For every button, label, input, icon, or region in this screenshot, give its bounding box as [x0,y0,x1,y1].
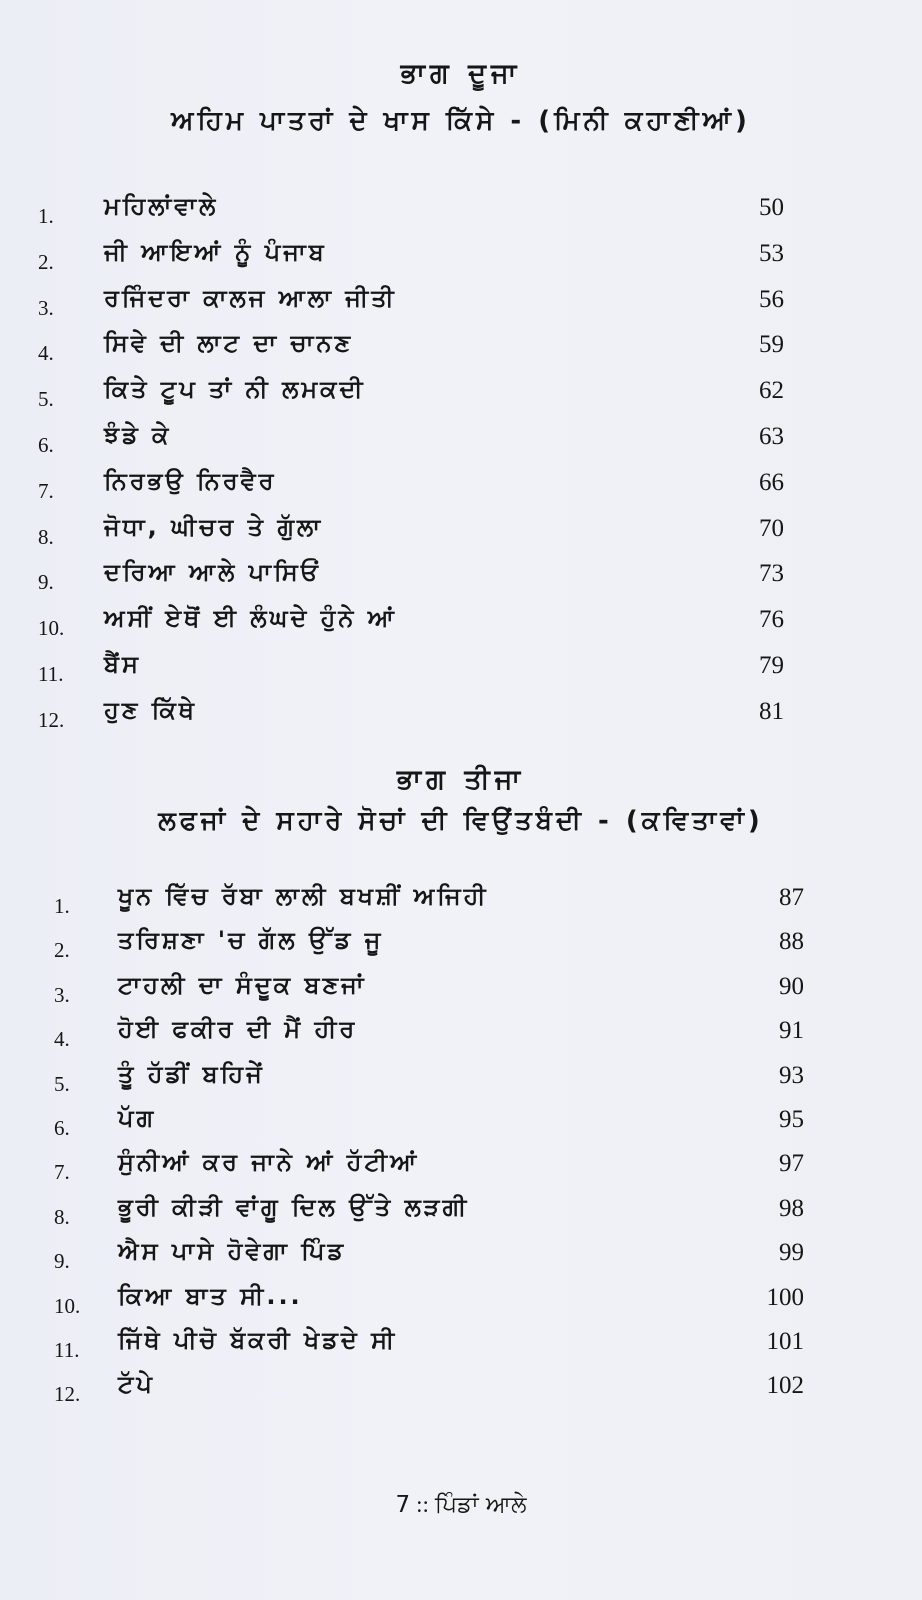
entry-title: ਮਹਿਲਾਂਵਾਲੇ [104,192,219,220]
entry-number: 2. [54,938,70,963]
entry-page-number: 50 [759,194,784,221]
entry-page-number: 102 [766,1372,804,1400]
entry-title: ਕਿਆ ਬਾਤ ਸੀ... [118,1281,303,1310]
entry-number: 12. [54,1382,81,1407]
toc-entry [0,1060,922,1100]
toc-entry [0,238,922,278]
entry-page-number: 88 [779,928,804,956]
entry-title: ਤਰਿਸ਼ਣਾ 'ਚ ਗੱਲ ਉੱਡ ਜੂ [118,926,384,955]
entry-title: ਟੱਪੇ [118,1370,155,1399]
entry-title: ਭੂਰੀ ਕੀੜੀ ਵਾਂਗੂ ਦਿਲ ਉੱਤੇ ਲੜਗੀ [118,1192,470,1221]
entry-page-number: 93 [779,1061,804,1089]
entry-title: ਸੁੰਨੀਆਂ ਕਰ ਜਾਨੇ ਆਂ ਹੱਟੀਆਂ [118,1148,420,1177]
toc-entry [0,971,922,1011]
entry-page-number: 81 [759,697,784,725]
entry-number: 5. [38,387,54,412]
toc-entry [0,926,922,966]
toc-entry [0,329,922,369]
toc-entry [0,284,922,324]
footer-book-title: ਪਿੰਡਾਂ ਆਲੇ [434,1492,527,1518]
entry-number: 1. [54,894,70,918]
toc-entry [0,650,922,690]
toc-entry [0,604,922,644]
entry-title: ਬੈਂਸ [104,650,141,678]
entry-title: ਨਿਰਭਉ ਨਿਰਵੈਰ [104,466,277,495]
entry-page-number: 99 [779,1239,804,1267]
entry-title: ਅਸੀਂ ਏਥੋਂ ਈ ਲੰਘਦੇ ਹੁੰਨੇ ਆਂ [104,604,397,633]
entry-title: ਦਰਿਆ ਆਲੇ ਪਾਸਿਓਂ [104,558,321,587]
entry-title: ਟਾਹਲੀ ਦਾ ਸੰਦੂਕ ਬਣਜਾਂ [118,970,367,999]
entry-number: 8. [54,1204,70,1229]
entry-number: 1. [38,204,54,228]
toc-entry [0,513,922,553]
entry-number: 7. [54,1160,70,1185]
part-three-subtitle: ਲਫਜਾਂ ਦੇ ਸਹਾਰੇ ਸੋਚਾਂ ਦੀ ਵਿਉਂਤਬੰਦੀ - (ਕਵਿਤਾਵਾਂ) [158,806,764,836]
entry-number: 4. [38,341,54,366]
entry-title: ਜੋਧਾ, ਘੀਚਰ ਤੇ ਗੁੱਲਾ [104,512,324,541]
toc-entry [0,192,922,232]
toc-entry [0,558,922,598]
entry-page-number: 91 [779,1017,804,1045]
entry-title: ਪੱਗ [118,1104,157,1132]
entry-number: 10. [38,616,65,641]
toc-entry [0,1326,922,1366]
entry-number: 6. [38,433,54,457]
entry-page-number: 62 [759,377,784,405]
page-footer [0,1492,922,1518]
entry-title: ਸਿਵੇ ਦੀ ਲਾਟ ਦਾ ਚਾਨਣ [104,329,354,358]
part-two-subtitle: ਅਹਿਮ ਪਾਤਰਾਂ ਦੇ ਖਾਸ ਕਿੱਸੇ - (ਮਿਨੀ ਕਹਾਣੀਆਂ) [171,106,751,136]
toc-entry [0,696,922,736]
toc-entry [0,421,922,461]
entry-title: ਕਿਤੇ ਟੂਪ ਤਾਂ ਨੀ ਲਮਕਦੀ [104,375,366,404]
entry-number: 10. [54,1293,81,1318]
entry-number: 9. [54,1249,70,1274]
entry-page-number: 66 [759,468,784,496]
toc-entry [0,1282,922,1322]
entry-page-number: 76 [759,606,784,634]
toc-entry [0,1370,922,1410]
entry-page-number: 98 [779,1194,804,1222]
entry-number: 2. [38,249,54,274]
entry-title: ਖੂਨ ਵਿੱਚ ਰੱਬਾ ਲਾਲੀ ਬਖਸ਼ੀਂ ਅਜਿਹੀ [118,882,489,910]
part-two-title: ਭਾਗ ਦੂਜਾ [400,58,522,89]
footer-page-number: 7 [395,1492,411,1518]
entry-page-number: 90 [779,972,804,1000]
entry-number: 11. [54,1338,80,1362]
toc-entry [0,375,922,415]
toc-entry [0,1015,922,1055]
toc-entry [0,467,922,507]
entry-title: ਜਿੱਥੇ ਪੀਚੋ ਬੱਕਰੀ ਖੇਡਦੇ ਸੀ [118,1326,398,1354]
entry-title: ਜੀ ਆਇਆਂ ਨੂੰ ਪੰਜਾਬ [104,237,327,266]
entry-number: 7. [38,478,54,503]
entry-page-number: 100 [766,1283,804,1311]
entry-number: 5. [54,1071,70,1096]
entry-number: 12. [38,707,65,732]
entry-number: 3. [38,295,54,320]
part-three-title: ਭਾਗ ਤੀਜਾ [396,764,526,795]
entry-page-number: 63 [759,423,784,450]
toc-entry [0,1148,922,1188]
entry-number: 11. [38,662,64,686]
entry-number: 6. [54,1116,70,1140]
entry-page-number: 97 [779,1150,804,1178]
toc-entry [0,1237,922,1277]
entry-page-number: 101 [766,1328,804,1355]
toc-entry [0,1193,922,1233]
footer-separator: :: [416,1492,429,1517]
entry-title: ਹੁਣ ਕਿੱਥੇ [104,695,198,724]
toc-entry [0,882,922,922]
entry-number: 3. [54,982,70,1007]
entry-page-number: 53 [759,239,784,267]
entry-page-number: 56 [759,285,784,313]
entry-page-number: 59 [759,331,784,359]
entry-title: ਐਸ ਪਾਸੇ ਹੋਵੇਗਾ ਪਿੰਡ [118,1237,347,1266]
entry-page-number: 70 [759,514,784,542]
entry-page-number: 87 [779,884,804,911]
entry-title: ਹੋਈ ਫਕੀਰ ਦੀ ਮੈਂ ਹੀਰ [118,1015,358,1044]
entry-page-number: 79 [759,652,784,679]
entry-title: ਰਜਿੰਦਰਾ ਕਾਲਜ ਆਲਾ ਜੀਤੀ [104,283,397,312]
entry-page-number: 95 [779,1106,804,1133]
entry-title: ਤੂੰ ਹੱਡੀਂ ਬਹਿਜੇਂ [118,1059,265,1088]
entry-title: ਝੰਡੇ ਕੇ [104,421,172,449]
entry-number: 4. [54,1027,70,1052]
entry-number: 8. [38,524,54,549]
entry-page-number: 73 [759,560,784,588]
toc-entry [0,1104,922,1144]
entry-number: 9. [38,570,54,595]
